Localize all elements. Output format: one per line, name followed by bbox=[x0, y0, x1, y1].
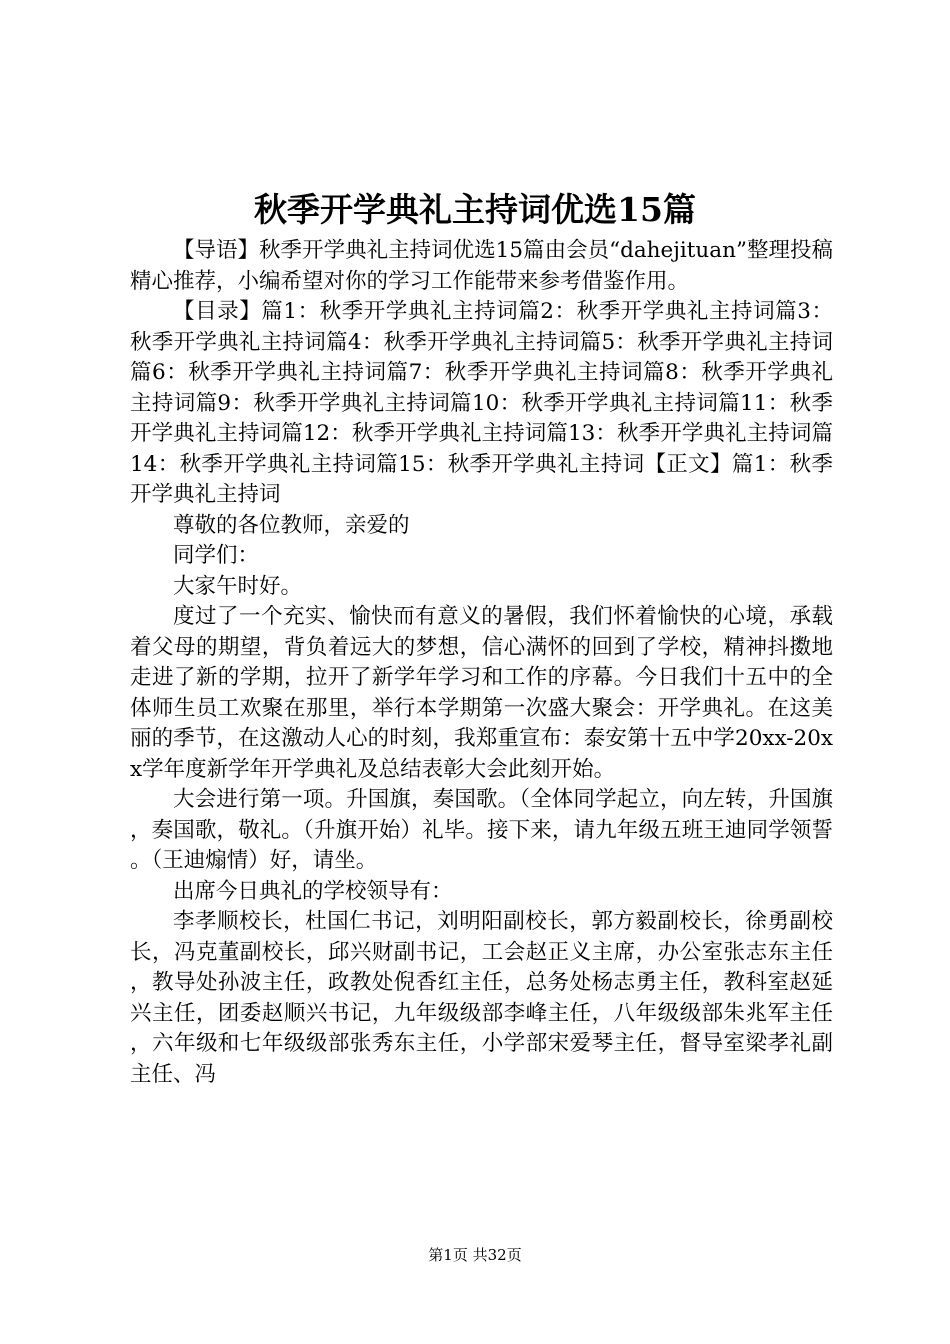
total-pages: 共32页 bbox=[472, 1246, 522, 1264]
paragraph-good-afternoon: 大家午时好。 bbox=[173, 573, 303, 599]
paragraph-opening: 度过了一个充实、愉快而有意义的暑假，我们怀着愉快的心境，承载着父母的期望，背负着远大的梦想，信心满怀的回到了学校，精神抖擞地走进了新的学期，拉开了新学年学习和工作的序幕。今日我们十五中的全体师生员工欢聚在那里，举行本学期第一次盛大聚会：开学典礼。在这美丽的季节，在这激动人心的时刻，我郑重宣布：泰安第十五中学20xx-20xx学年度新学年开学典礼及总结表彰大会此刻开始。 bbox=[130, 604, 833, 782]
paragraph-flag-raising: 大会进行第一项。升国旗，奏国歌。（全体同学起立，向左转，升国旗，奏国歌，敬礼。（升旗开始）礼毕。接下来，请九年级五班王迪同学领誓。（王迪煽情）好，请坐。 bbox=[130, 787, 833, 873]
paragraph-greeting: 尊敬的各位教师，亲爱的 bbox=[173, 512, 410, 538]
paragraph-toc: 【目录】篇1：秋季开学典礼主持词篇2：秋季开学典礼主持词篇3：秋季开学典礼主持词篇4：秋季开学典礼主持词篇5：秋季开学典礼主持词篇6：秋季开学典礼主持词篇7：秋季开学典礼主持词篇8：秋季开学典礼主持词篇9：秋季开学典礼主持词篇10：秋季开学典礼主持词篇11：秋季开学典礼主持词篇12：秋季开学典礼主持词篇13：秋季开学典礼主持词篇14：秋季开学典礼主持词篇15：秋季开学典礼主持词【正文】篇1：秋季开学典礼主持词 bbox=[130, 299, 833, 507]
paragraph-leaders-list: 李孝顺校长，杜国仁书记，刘明阳副校长，郭方毅副校长，徐勇副校长，冯克董副校长，邱兴财副书记，工会赵正义主席，办公室张志东主任，教导处孙波主任，政教处倪香红主任，总务处杨志勇主任，教科室赵延兴主任，团委赵顺兴书记，九年级级部李峰主任，八年级级部朱兆军主任，六年级和七年级级部张秀东主任，小学部宋爱琴主任，督导室梁孝礼副主任、冯 bbox=[130, 909, 833, 1087]
paragraph-students: 同学们： bbox=[173, 543, 260, 568]
page-number: 第1页 bbox=[428, 1246, 468, 1264]
paragraph-leaders-intro: 出席今日典礼的学校领导有： bbox=[173, 878, 453, 904]
paragraph-intro: 【导语】秋季开学典礼主持词优选15篇由会员“dahejituan”整理投稿精心推荐，小编希望对你的学习工作能带来参考借鉴作用。 bbox=[130, 238, 833, 294]
page-footer bbox=[0, 1245, 950, 1265]
document-body bbox=[130, 236, 833, 1090]
document-title: 秋季开学典礼主持词优选15篇 bbox=[254, 190, 696, 229]
